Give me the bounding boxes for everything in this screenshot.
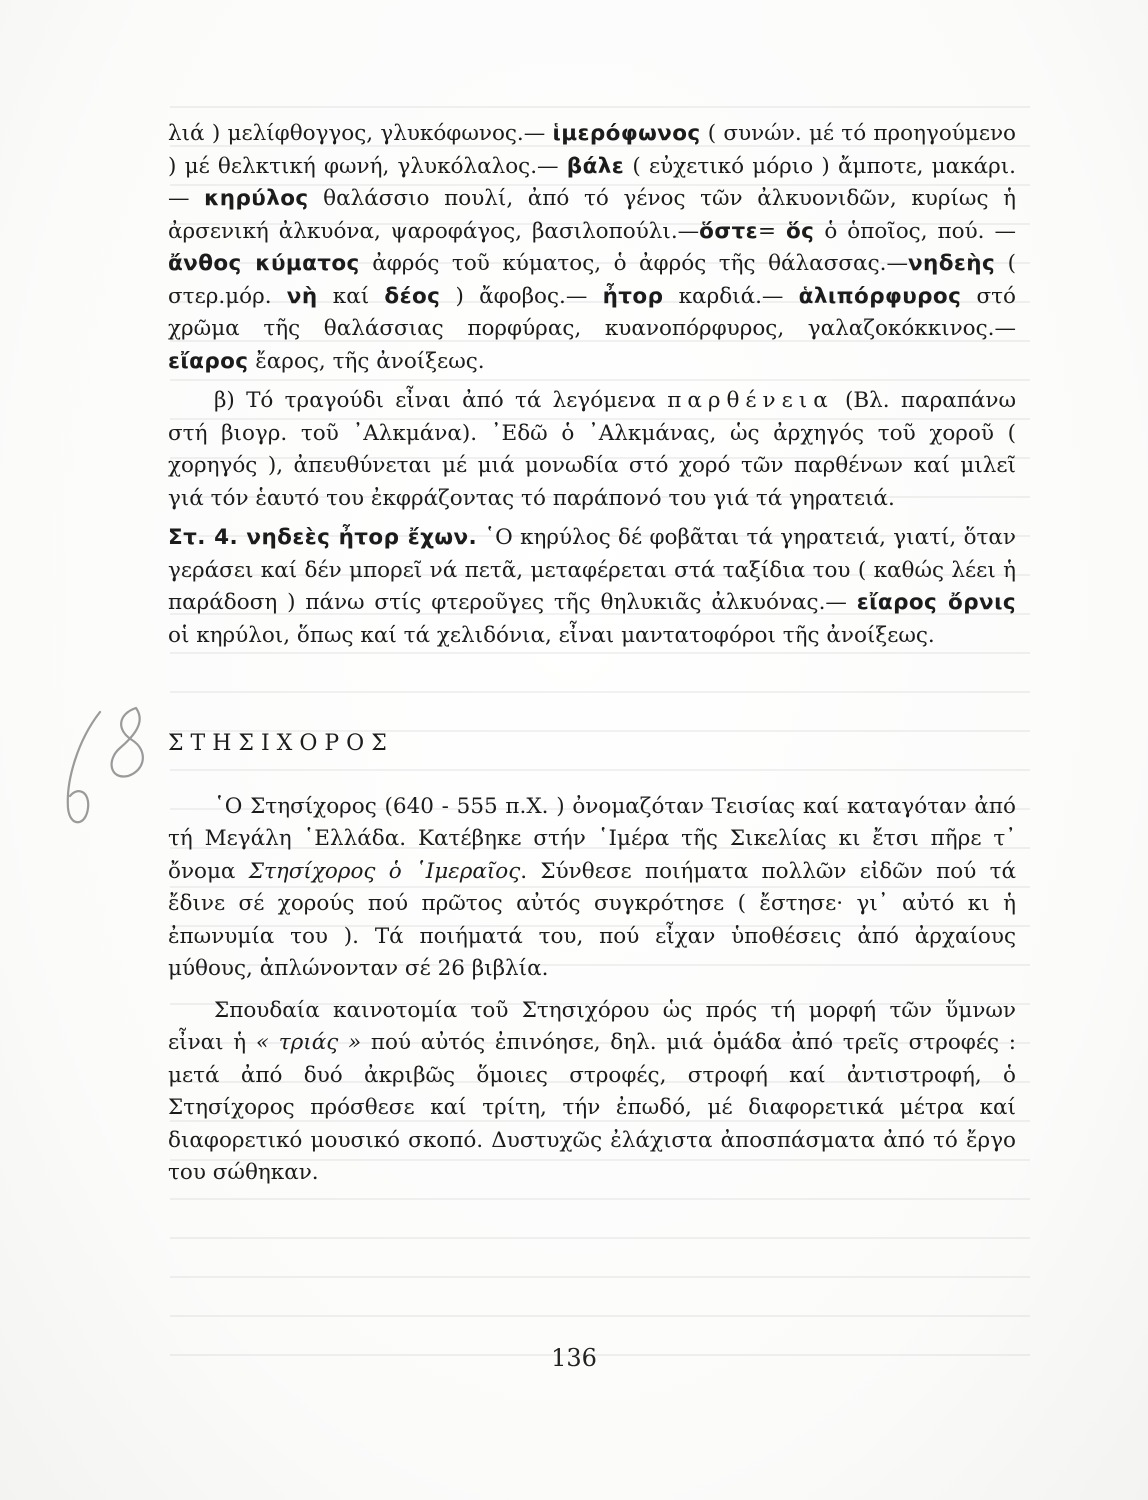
section-heading-stesichorus: ΣΤΗΣΙΧΟΡΟΣ — [168, 731, 394, 756]
text-run: = — [757, 218, 786, 244]
text-run: ) ἄφοβος.— — [440, 283, 603, 309]
glossary-term: δέος — [384, 283, 441, 309]
text-run: θαλάσσιο πουλί, ἀπό τό γένος τῶν ἀλκυονιδῶν, κυρίως ἡ ἀρσενική ἀλκυόνα, ψαροφάγος, βασιλοπούλι.— — [168, 186, 1016, 244]
text-run: ( στερ.μόρ. — [168, 251, 1016, 309]
glossary-term: Στ. 4. νηδεὲς ἦτορ ἔχων. — [168, 525, 478, 550]
text-run: οἱ κηρύλοι, ὅπως καί τά χελιδόνια, εἶναι μαντατοφόροι τῆς ἀνοίξεως. — [168, 622, 935, 648]
glossary-term: ἦτορ — [602, 283, 664, 309]
handwritten-margin-note — [48, 700, 178, 840]
text-run: ἀφρός τοῦ κύματος, ὁ ἀφρός τῆς θάλασσας.— — [359, 251, 908, 276]
text-run: ῾Ο κηρύλος δέ φοβᾶται τά γηρατειά, γιατί, ὅταν γεράσει καί δέν μπορεῖ νά πετᾶ, μεταφέρεται στά ταξίδια του ( καθώς λέει ἡ παράδοση ) πάνω στίς φτεροῦγες τῆς θηλυκιᾶς ἀλκυόνας.— — [168, 525, 1016, 615]
paragraph-triad-innovation — [168, 995, 1016, 1190]
glossary-term: νὴ — [286, 283, 318, 309]
text-run: ὁ ὁποῖος, πού. — — [814, 218, 1016, 244]
text-run: λιά ) μελίφθογγος, γλυκόφωνος.— — [168, 121, 553, 146]
text-run: β) Τό τραγούδι εἶναι ἀπό τά λεγόμενα — [214, 388, 668, 413]
page-number: 136 — [551, 1344, 597, 1372]
text-run: ῾Ο Στησίχορος (640 - 555 π.Χ. ) ὀνομαζόταν Τεισίας καί καταγόταν ἀπό τή Μεγάλη ῾Ελλάδα. Κατέβηκε στήν ῾Ιμέρα τῆς Σικελίας κι ἔτσι πῆρε τ᾿ ὄνομα — [168, 793, 1016, 884]
spaced-term: παρθένεια — [667, 388, 834, 413]
italic-text: « τριάς » — [255, 1030, 362, 1055]
text-run: Σπουδαία καινοτομία τοῦ Στησιχόρου ὡς πρός τή μορφή τῶν ὕμνων εἶναι ἡ — [168, 997, 1016, 1055]
italic-text: Στησίχορος ὁ ῾Ιμεραῖος — [248, 858, 521, 884]
glossary-term: κηρύλος — [204, 186, 309, 211]
text-run: καρδιά.— — [663, 283, 799, 309]
paragraph-verse-4-note — [168, 522, 1016, 652]
paragraph-stesichorus-bio — [168, 791, 1016, 986]
text-run: πού αὐτός ἐπινόησε, δηλ. μιά ὁμάδα ἀπό τρεῖς στροφές : μετά ἀπό δυό ἀκριβῶς ὅμοιες στροφές, στροφή καί ἀντιστροφή, ὁ Στησίχορος πρόσθεσε καί τρίτη, τήν ἐπωδό, μέ διαφορετικά μέτρα καί διαφορετικό μουσικό σκοπό. Δυστυχῶς ἐλάχιστα ἀποσπάσματα ἀπό τό ἔργο του σώθηκαν. — [168, 1030, 1016, 1185]
glossary-term: ὅς — [786, 218, 815, 244]
glossary-term: εἴαρος — [168, 348, 249, 374]
text-run: ἔαρος, τῆς ἀνοίξεως. — [248, 348, 485, 374]
glossary-term: ἱμερόφωνος — [552, 121, 701, 146]
paragraph-partheneia-note — [168, 385, 1016, 515]
text-run: καί — [317, 283, 385, 309]
text-run: στό χρῶμα τῆς θαλάσσιας πορφύρας, κυανοπόρφυρος, γαλαζοκόκκινος.— — [168, 283, 1016, 341]
glossary-term: ἁλιπόρφυρος — [798, 283, 962, 309]
text-run: ( εὐχετικό μόριο ) ἄμποτε, μακάρι.— — [168, 153, 1017, 211]
glossary-term: νηδεὴς — [907, 251, 996, 276]
text-block — [168, 118, 1016, 1190]
paragraph-glossary-alcman — [168, 118, 1016, 378]
glossary-term: ἄνθος κύματος — [168, 251, 360, 276]
glossary-term: ὅστε — [699, 218, 758, 244]
text-run: . Σύνθεσε ποιήματα πολλῶν εἰδῶν πού τά ἔδινε σέ χορούς πού πρῶτος αὐτός συγκρότησε ( ἔστησε· γι᾿ αὐτό κι ἡ ἐπωνυμία του ). Τά ποιήματά του, πού εἶχαν ὑποθέσεις ἀπό ἀρχαίους μύθους, ἁπλώνονταν σέ 26 βιβλία. — [168, 858, 1016, 981]
glossary-term: βάλε — [566, 153, 625, 179]
text-run: ( συνών. μέ τό προηγούμενο ) μέ θελκτική φωνή, γλυκόλαλος.— — [168, 121, 1016, 179]
glossary-term: εἴαρος ὄρνις — [856, 590, 1016, 615]
text-run: (Βλ. παραπάνω στή βιογρ. τοῦ ᾿Αλκμάνα). ᾿Εδῶ ὁ ᾿Αλκμάνας, ὡς ἀρχηγός τοῦ χοροῦ ( χορηγός ), ἀπευθύνεται μέ μιά μονωδία στό χορό τῶν παρθένων καί μιλεῖ γιά τόν ἑαυτό του ἐκφράζοντας τό παράπονό του γιά τά γηρατειά. — [168, 388, 1016, 511]
